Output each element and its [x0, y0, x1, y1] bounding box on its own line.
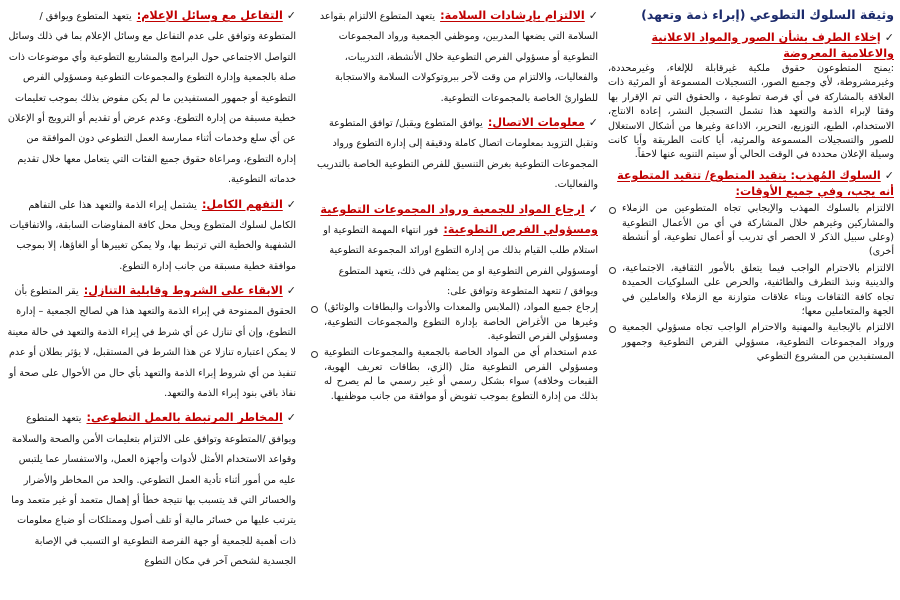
list-item: إرجاع جميع المواد، (الملابس والمعدات والأدوات والبطاقات والوثائق) وغيرها من الأغراض الخاصة بإدارة التطوع والمجموعات التطوعية، ومسؤولي الفرص التطوعية.	[310, 301, 598, 344]
section-heading: ✓التفهم الكامل:	[201, 197, 296, 211]
section-return-materials	[310, 198, 598, 405]
checkmark-icon: ✓	[286, 197, 296, 211]
section-body: يشتمل إبراء الذمة والتعهد هذا على التفاهم الكامل لسلوك المتطوع ويحل محل كافة المفاوضات السابقة، والاتفاقيات الشفهية والخطية التي ترتبط بها، ولا يمكن تغييرها أو الغاؤها، إلا بموجب موافقة خطية مسبقة من جانب إدارة التطوع.	[9, 199, 296, 272]
column-middle	[310, 4, 598, 596]
checkmark-icon: ✓	[884, 168, 894, 182]
section-heading: ✓السلوك المُهذب: يتقيد المتطوع/ تتقيد المتطوعة أنه يجب، وفي جميع الأوقات:	[617, 168, 894, 198]
list-item: الالتزام بالاحترام الواجب فيما يتعلق بالأمور الثقافية، الاجتماعية، والدينية ونبذ التطرف والطائفية، والحرص على السلوكيات الحميدة تجاه كافة الثقافات وبناء علاقات متوازنة مع الزملاء والعاملين في الجهة والمتعاملين معها؛	[608, 262, 894, 320]
section-full-understanding	[6, 193, 296, 275]
document-title: وثيقة السلوك التطوعي (إبراء ذمة وتعهد)	[641, 7, 894, 22]
section-heading: ✓التفاعل مع وسائل الإعلام:	[136, 9, 296, 22]
return-list	[310, 301, 598, 404]
column-right	[608, 4, 894, 596]
section-media-release	[608, 30, 894, 163]
section-heading: ✓الابقاء على الشروط وقابلية التنازل:	[83, 284, 296, 298]
checkmark-icon: ✓	[884, 30, 894, 44]
section-media-interaction	[6, 4, 296, 188]
section-terms-waiver	[6, 279, 296, 401]
section-contact-info	[310, 111, 598, 193]
conduct-list	[608, 202, 894, 364]
checkmark-icon: ✓	[588, 9, 598, 22]
section-heading: ✓معلومات الاتصال:	[487, 115, 598, 129]
list-item: عدم استخدام أي من المواد الخاصة بالجمعية والمجموعات التطوعية ومسؤولي الفرص التطوعية مثل (الزي، بطاقات تعريف الهوية، القبعات وخلافه) سواء بشكل رسمي أو غير رسمي ما لم يصرح له بذلك من إدارة التطوع بموجب تفويض أو موافقة من جانب موظفيها.	[310, 346, 598, 404]
section-body: يتعهد المتطوع ويوافق /المتطوعة وتوافق على الالتزام بتعليمات الأمن والصحة والسلامة وقواعد الاستخدام الأمثل لأدوات وأجهزة العمل، والاستفسار عما يلتبس عليه من أمور أثناء تأدية العمل التطوعي. والحد من المخاطر والأضرار والخسائر التي قد يتسبب بها نتيجة خطأ أو إهمال متعمد أو غير متعمد وما يترتب عليها من خسائر مالية أو تلف أصول وممتلكات أو ضياع معلومات ذات أهمية للجمعية أو جهة الفرصة التطوعية او التسبب في الإصابة الجسدية لشخص آخر في مكان التطوع	[11, 413, 296, 568]
column-left	[6, 4, 296, 596]
checkmark-icon: ✓	[286, 411, 296, 425]
checkmark-icon: ✓	[286, 284, 296, 298]
list-item: الالتزام بالإيجابية والمهنية والاحترام الواجب تجاه مسؤولي الجمعية ورواد المجموعات التطوعية، مسؤولي الفرص التطوعية وجمهور المستفيدين من المشروع التطوعي	[608, 321, 894, 364]
section-heading: ✓الالتزام بإرشادات السلامة:	[440, 9, 598, 22]
checkmark-icon: ✓	[588, 115, 598, 129]
section-polite-conduct	[608, 168, 894, 365]
section-body: يتعهد المتطوع ويوافق /المتطوعة وتوافق على عدم التفاعل مع وسائل الإعلام بما في ذلك وسائل التواصل الاجتماعي حول البرامج والمشاريع التطوعية وأي موضوعات ذات صلة بالجمعية وإدارة التطوع والمجموعات التطوعية ومسؤولي الفرص التطوعية أو جمهور المستفيدين ما لم يكن مفوض بذلك بموجب تعليمات خطية مسبقة من إدارة التطوع. وعدم عرض أو تقديم أو الترويج أو الإعلان عن أي سلع وخدمات أثناء ممارسة العمل التطوعي دون الموافقة من إدارة التطوع، ومراعاة حقوق جميع الفئات التي يتعامل معها خلال تقديم خدماته التطوعية.	[7, 11, 296, 186]
section-risks	[6, 406, 296, 569]
section-heading: ✓ارجاع المواد للجمعية ورواد المجموعات التطوعية ومسؤولي الفرص التطوعية:	[320, 202, 598, 236]
section-body: يتعهد المتطوع الالتزام بقواعد السلامة التي يضعها المدربين، وموظفي الجمعية ورواد المجموعات التطوعية أو مسؤولي الفرص التطوعية خلال الأنشطة، التدريبات، والفعاليات، والالتزام من وقت لآخر ببروتوكولات السلامة والاستجابة للطوارئ الخاصة بالمجموعات التطوعية.	[319, 11, 598, 104]
section-body: يوافق المتطوع ويقبل/ توافق المتطوعة وتقبل التزويد بمعلومات اتصال كاملة ودقيقة إلى إدارة التطوع ورواد المجموعات التطوعية بغرض التنسيق للفرص التطوعية الخاصة بالتدريب والفعاليات.	[316, 117, 598, 191]
section-heading: ✓المخاطر المرتبطة بالعمل التطوعي:	[86, 411, 296, 425]
section-body: فور انتهاء المهمة التطوعية او استلام طلب القيام بذلك من إدارة التطوع اورائد المجموعة التطوعية أومسؤولي الفرص التطوعية او من يمثلهم في ذلك، يتعهد المتطوع ويوافق / تتعهد المتطوعة وتوافق على:	[323, 224, 598, 297]
checkmark-icon: ✓	[588, 202, 598, 216]
section-body: يقر المتطوع بأن الحقوق الممنوحة في إبراء الذمة والتعهد هذا هي لصالح الجمعية – إدارة التطوع، وإن أي تنازل عن أي شرط في إبراء الذمة والتعهد في حالة معينة لا يمكن اعتباره تنازلا عن هذا الشرط في المستقبل، لا يؤثر بطلان أو عدم تنفيذ من أي شروط إبراء الذمة والتعهد بأي حال من الأحوال على صحة أو نفاذ باقي بنود إبراء الذمة والتعهد.	[7, 286, 296, 400]
section-heading: ✓إخلاء الطرف بشأن الصور والمواد الاعلانية والاعلامية المعروضة	[651, 30, 894, 60]
checkmark-icon: ✓	[286, 9, 296, 22]
list-item: الالتزام بالسلوك المهذب والإيجابي تجاه المتطوعين من الزملاء والمشاركين وغيرهم خلال المشاركة في أي من الأعمال التطوعية (وعلى سبيل الذكر لا الحصر أي تدريب أو أعمال تطوعية، أو أنشطة أخرى)	[608, 202, 894, 260]
section-safety	[310, 4, 598, 106]
section-body: :يمنح المتطوعون حقوق ملكية غيرقابلة للإلغاء، وغيرمحددة، وغيرمشروطة، لأي وجميع الصور، التسجيلات المسموعة أو المرئية ذات العلاقة بالمشاركة في أي فرصة تطوعية ، والحقوق التي تم الإقرار بها وفقا لإبراء الذمة والتعهد هذا تشمل التسجيل النشر، إعادة الانتاج، الاستخدام، الطبع، التوزيع، التحرير، الاذاعة وغيرها من أشكال الاستغلال للصور والتسجيلات المسموعة والمرئية، أيا كانت الطريقة وأيا كانت وسيلة الإعلان محددة في الوقت الحالي أو سيتم التنويه عنها لاحقاً.	[608, 62, 894, 161]
